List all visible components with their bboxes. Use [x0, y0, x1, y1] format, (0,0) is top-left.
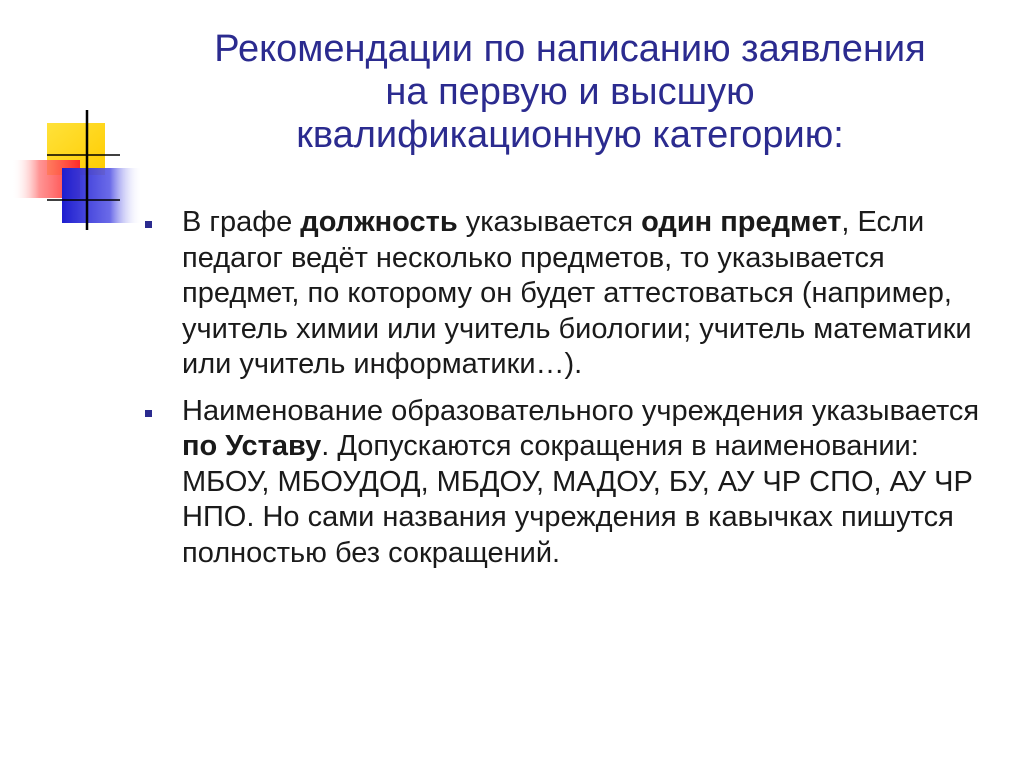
bullet-item-position: [142, 205, 1002, 383]
bullet-1-text-1: В графе: [182, 206, 301, 238]
bullet-1-text-3: , Если педагог ведёт несколько предметов, то указывается предмет, по которому он будет аттестоваться (например, учитель химии или учитель биологии; учитель математики или учитель информатики…).: [182, 206, 972, 380]
square-bullet-icon: [145, 221, 152, 228]
bullet-2-text-2: . Допускаются сокращения в наименовании: МБОУ, МБОУДОД, МБДОУ, МАДОУ, БУ, АУ ЧР СПО, АУ ЧР НПО. Но сами названия учреждения в кавычках пишутся полностью без сокращений.: [182, 430, 973, 569]
title-line-1: Рекомендации по написанию заявления: [214, 28, 926, 70]
decorative-squares-graphic: [0, 105, 150, 235]
bullet-item-institution: [142, 394, 1002, 572]
title-line-2: на первую и высшую: [385, 71, 755, 113]
bullet-1-bold-position: должность: [300, 206, 458, 238]
bullet-2-text-1: Наименование образовательного учреждения указывается: [182, 394, 980, 427]
title-line-3: квалификационную категорию:: [296, 114, 844, 156]
square-bullet-icon: [145, 410, 152, 417]
bullet-1-text-2: указывается: [457, 206, 642, 238]
bullet-list: [142, 205, 1002, 582]
blue-square: [62, 168, 142, 223]
bullet-1-bold-one-subject: один предмет: [641, 206, 842, 238]
bullet-2-bold-charter: по Уставу: [182, 430, 322, 462]
slide-title: [130, 28, 1010, 157]
